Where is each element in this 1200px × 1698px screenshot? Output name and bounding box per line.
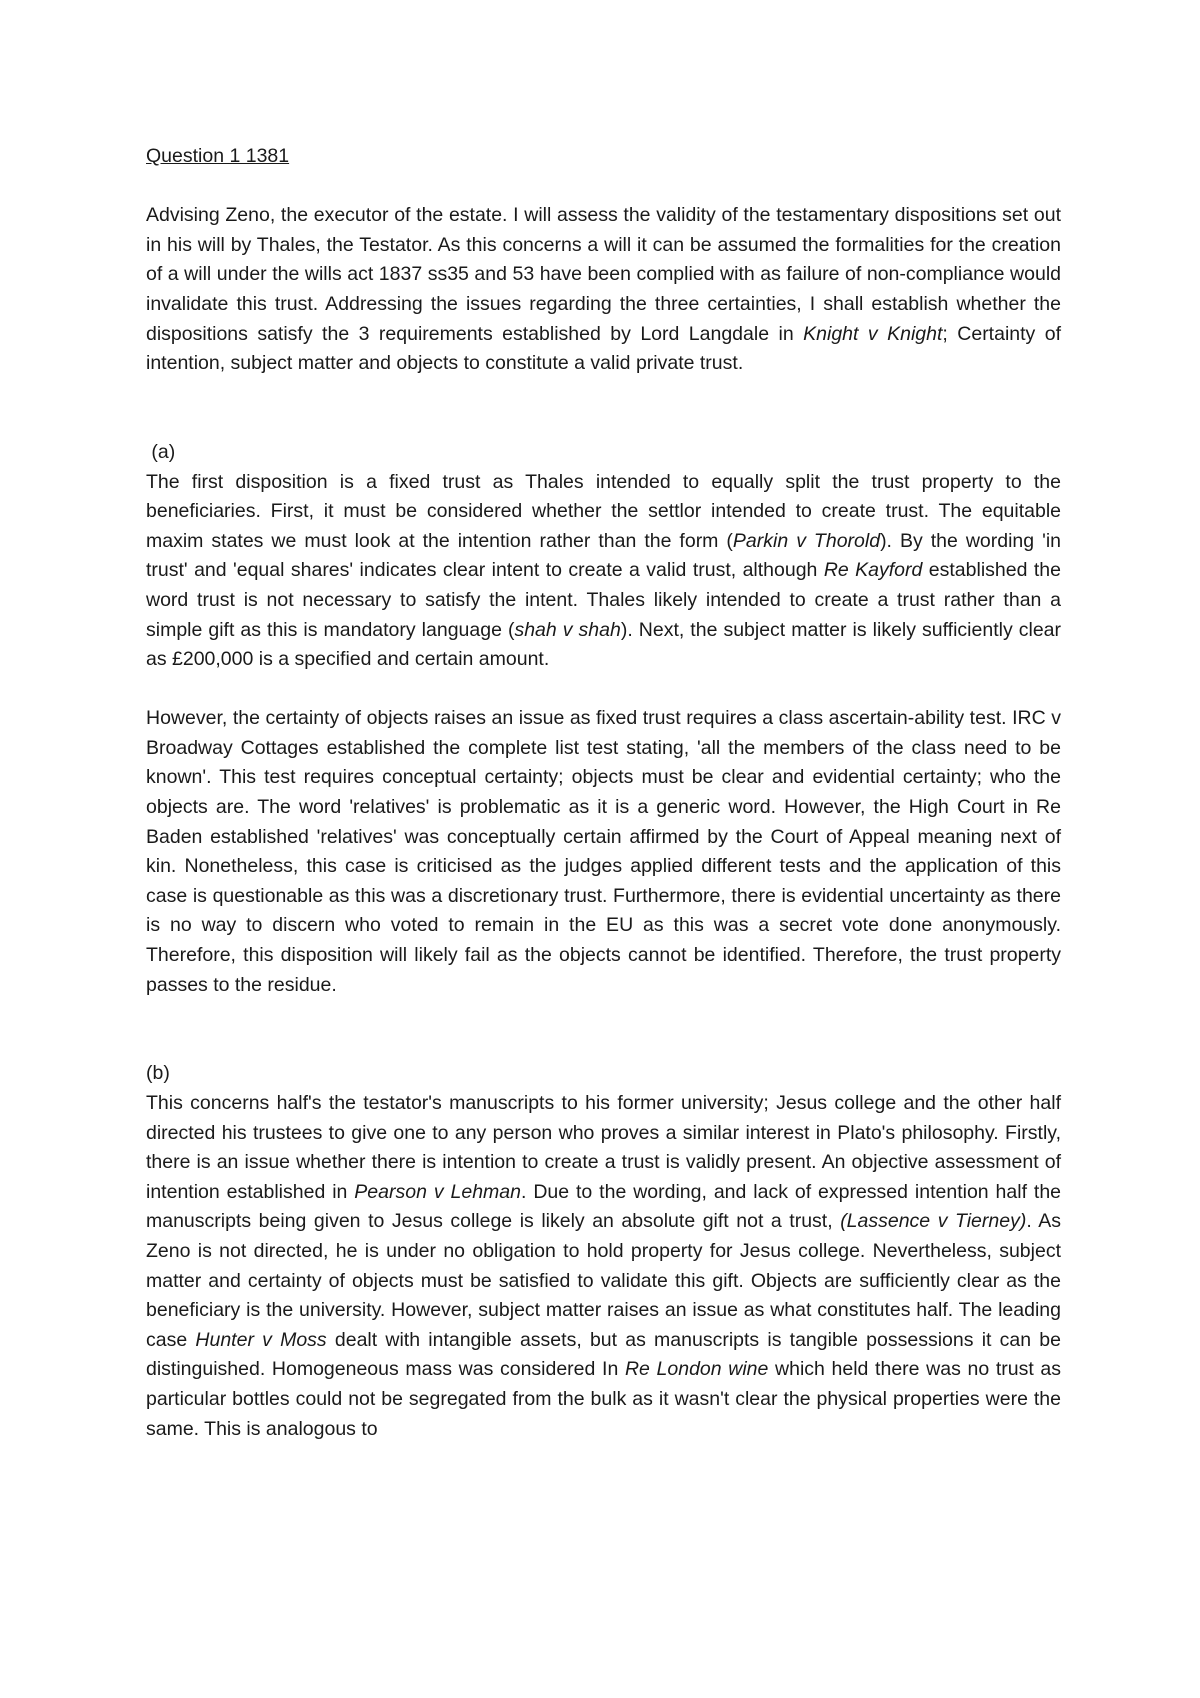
spacer	[146, 1000, 1061, 1059]
case-citation: Pearson v Lehman	[354, 1180, 521, 1203]
part-a-paragraph-1	[146, 468, 1061, 675]
case-citation: Knight v Knight	[803, 322, 943, 345]
spacer	[146, 172, 1061, 202]
text-run: However, the certainty of objects raises an issue as fixed trust requires a class ascertain-ability test. IRC v Broadway Cottages established the complete list test stating, 'all the members of the class need to be known'. This test requires conceptual certainty; objects must be clear and evidential certainty; who the objects are. The word 'relatives' is problematic as it is a generic word. However, the High Court in Re Baden established 'relatives' was conceptually certain affirmed by the Court of Appeal meaning next of kin. Nonetheless, this case is criticised as the judges applied different tests and the application of this case is questionable as this was a discretionary trust. Furthermore, there is evidential uncertainty as there is no way to discern who voted to remain in the EU as this was a secret vote done anonymously. Therefore, this disposition will likely fail as the objects cannot be identified. Therefore, the trust property passes to the residue.	[146, 707, 1061, 996]
text-run: Advising Zeno, the executor of the estate. I will assess the validity of the testamentary dispositions set out in his will by Thales, the Testator. As this concerns a will it can be assumed the formalities for the creation of a will under the wills act 1837 ss35 and 53 have been complied with as failure of non-compliance would invalidate this trust. Addressing the issues regarding the three certainties, I shall establish whether the dispositions satisfy the 3 requirements established by Lord Langdale in	[146, 204, 1061, 345]
case-citation: shah v shah	[514, 618, 621, 641]
part-b-label: (b)	[146, 1062, 170, 1085]
document-page	[146, 142, 1061, 1444]
case-citation: Hunter v Moss	[195, 1328, 327, 1351]
part-b-paragraph-1	[146, 1089, 1061, 1444]
case-citation: Re London wine	[624, 1358, 769, 1381]
text-run: ). Next, the subject matter is likely sufficiently clear as £200,000 is a specified and certain amount.	[146, 618, 1061, 671]
text-run: ; Certainty of intention, subject matter and objects to constitute a valid private trust.	[146, 322, 1062, 375]
text-run: established the word trust is not necessary to satisfy the intent. Thales likely intended to create a trust rather than a simple gift as this is mandatory language (	[146, 559, 1061, 641]
spacer	[146, 675, 1061, 705]
intro-paragraph	[146, 201, 1061, 379]
case-citation: Parkin v Thorold	[732, 529, 881, 552]
text-run: . As Zeno is not directed, he is under no obligation to hold property for Jesus college. Nevertheless, subject matter and certainty of objects must be satisfied to validate this gift. Objects are sufficiently clear as the beneficiary is the university. However, subject matter raises an issue as what constitutes half. The leading case	[146, 1210, 1061, 1351]
case-citation: (Lassence v Tierney)	[840, 1210, 1027, 1233]
text-run: The first disposition is a fixed trust as Thales intended to equally split the trust property to the beneficiaries. First, it must be considered whether the settlor intended to create trust. The equitable maxim states we must look at the intention rather than the form (	[146, 470, 1061, 552]
part-a-label: (a)	[146, 440, 176, 463]
case-citation: Re Kayford	[823, 559, 923, 582]
spacer	[146, 379, 1061, 438]
part-a-paragraph-2	[146, 704, 1061, 1000]
text-run: which held there was no trust as particular bottles could not be segregated from the bulk as it wasn't clear the physical properties were the same. This is analogous to	[146, 1358, 1062, 1440]
text-run: This concerns half's the testator's manuscripts to his former university; Jesus college and the other half directed his trustees to give one to any person who proves a similar interest in Plato's philosophy. Firstly, there is an issue whether there is intention to create a trust is validly present. An objective assessment of intention established in	[146, 1092, 1061, 1203]
text-run: dealt with intangible assets, but as manuscripts is tangible possessions it can be distinguished. Homogeneous mass was considered In	[146, 1328, 1061, 1381]
text-run: ). By the wording 'in trust' and 'equal shares' indicates clear intent to create a valid trust, although	[146, 529, 1062, 582]
text-run: . Due to the wording, and lack of expressed intention half the manuscripts being given to Jesus college is likely an absolute gift not a trust,	[146, 1180, 1062, 1233]
question-heading: Question 1 1381	[146, 145, 290, 167]
